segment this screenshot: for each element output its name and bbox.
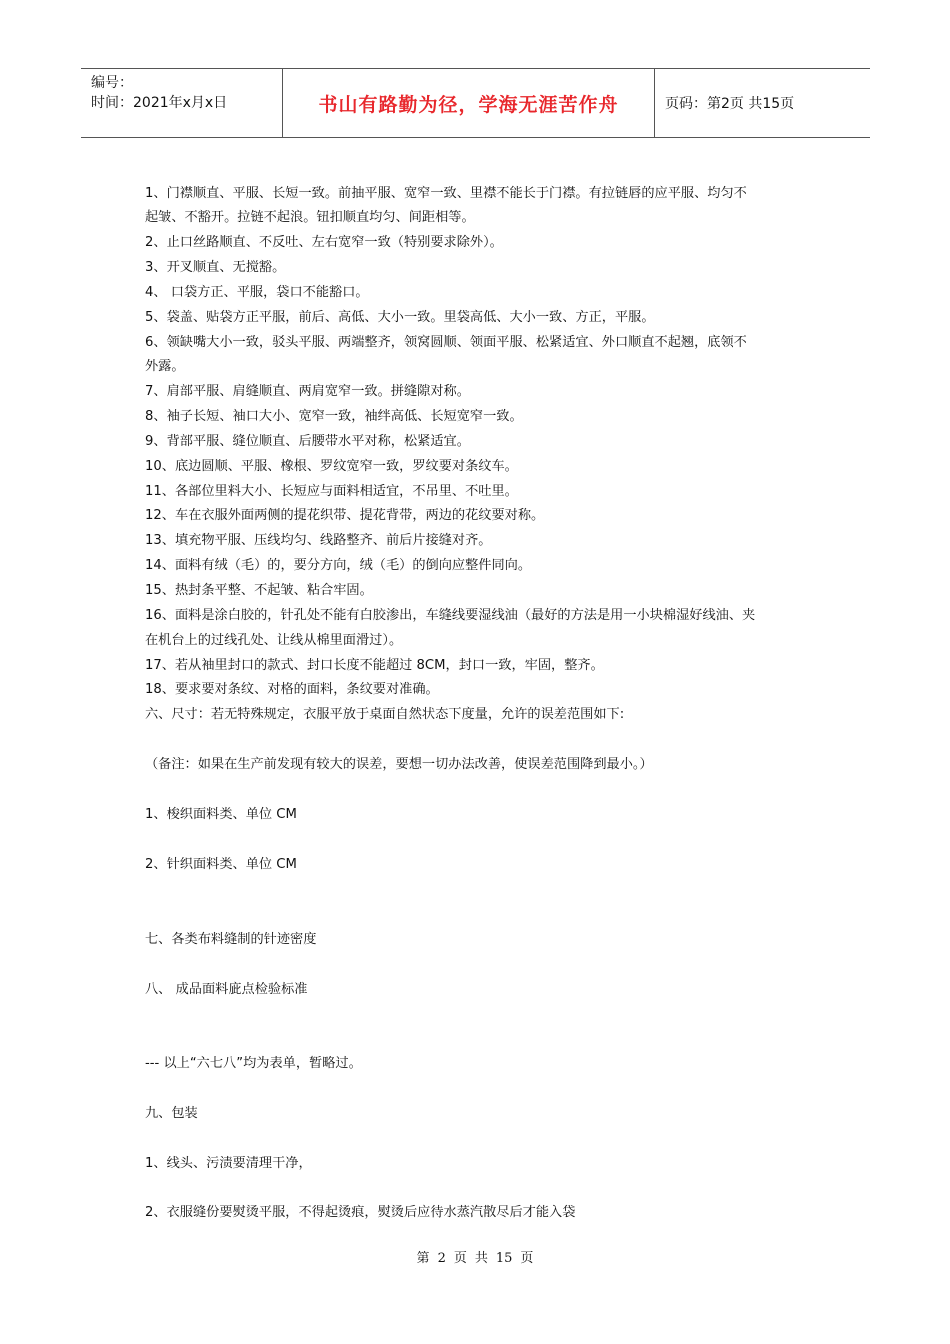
text-line: 5、袋盖、贴袋方正平服，前后、高低、大小一致。里袋高低、大小一致、方正，平服。 xyxy=(145,310,655,325)
header-motto-cell xyxy=(282,69,655,137)
text-line: 17、若从袖里封口的款式、封口长度不能超过 8CM，封口一致，牢固，整齐。 xyxy=(145,658,604,673)
text-line: 2、针织面料类、单位 CM xyxy=(145,857,297,872)
footer-di: 第 xyxy=(416,1251,430,1266)
text-line: 外露。 xyxy=(145,359,185,374)
text-line: （备注：如果在生产前发现有较大的误差，要想一切办法改善，使误差范围降到最小。） xyxy=(145,757,653,772)
text-line: 6、领缺嘴大小一致，驳头平服、两端整齐，领窝圆顺、领面平服、松紧适宜、外口顺直不起翘，底领不 xyxy=(145,335,747,350)
text-line: 八、 成品面料庛点检验标准 xyxy=(145,982,308,997)
text-line: --- 以上“六七八”均为表单，暂略过。 xyxy=(145,1056,362,1071)
text-line: 7、肩部平服、肩缝顺直、两肩宽窄一致。拼缝隙对称。 xyxy=(145,384,470,399)
text-line: 六、尺寸：若无特殊规定，衣服平放于桌面自然状态下度量，允许的误差范围如下: xyxy=(145,707,625,722)
text-line: 3、开叉顺直、无搅豁。 xyxy=(145,260,286,275)
text-line: 15、热封条平整、不起皱、粘合牢固。 xyxy=(145,583,373,598)
page-footer xyxy=(0,1247,950,1266)
text-line: 九、包装 xyxy=(145,1106,198,1121)
text-line: 4、 口袋方正、平服，袋口不能豁口。 xyxy=(145,285,369,300)
header-page-info: 页码：第2页 共15页 xyxy=(665,96,795,112)
text-line: 在机台上的过线孔处、让线从棉里面滑过）。 xyxy=(145,633,403,648)
footer-ye: 页 xyxy=(453,1251,467,1266)
page-header xyxy=(81,68,870,138)
text-line: 2、衣服缝份要熨烫平服，不得起烫痕，熨烫后应待水蒸汽散尽后才能入袋 xyxy=(145,1205,576,1220)
footer-gong: 共 xyxy=(474,1251,488,1266)
text-line: 16、面料是涂白胶的，针孔处不能有白胶渗出，车缝线要湿线油（最好的方法是用一小块棉湿好线油、夹 xyxy=(145,608,756,623)
text-line: 8、袖子长短、袖口大小、宽窄一致，袖绊高低、长短宽窄一致。 xyxy=(145,409,523,424)
text-line: 13、填充物平服、压线均匀、线路整齐、前后片接缝对齐。 xyxy=(145,533,492,548)
header-meta xyxy=(81,69,282,137)
footer-ye: 页 xyxy=(520,1251,534,1266)
header-motto: 书山有路勤为径，学海无涯苦作舟 xyxy=(318,93,619,116)
text-line: 14、面料有绒（毛）的，要分方向，绒（毛）的倒向应整件同向。 xyxy=(145,558,532,573)
text-line: 10、底边圆顺、平服、橡根、罗纹宽窄一致，罗纹要对条纹车。 xyxy=(145,459,518,474)
text-line: 11、各部位里料大小、长短应与面料相适宜，不吊里、不吐里。 xyxy=(145,484,518,499)
text-line: 起皱、不豁开。拉链不起浪。钮扣顺直均匀、间距相等。 xyxy=(145,210,475,225)
text-line: 1、梭织面料类、单位 CM xyxy=(145,807,297,822)
footer-current-page: 2 xyxy=(437,1251,446,1266)
text-line: 1、门襟顺直、平服、长短一致。前抽平服、宽窄一致、里襟不能长于门襟。有拉链唇的应平服、均匀不 xyxy=(145,186,747,201)
text-line: 18、要求要对条纹、对格的面料，条纹要对准确。 xyxy=(145,682,439,697)
text-line: 2、止口丝路顺直、不反吐、左右宽窄一致（特别要求除外）。 xyxy=(145,235,503,250)
document-number: 编号： xyxy=(91,75,133,91)
footer-total-pages: 15 xyxy=(495,1251,513,1266)
text-line: 9、背部平服、缝位顺直、后腰带水平对称，松紧适宜。 xyxy=(145,434,470,449)
text-line: 七、各类布料缝制的针迹密度 xyxy=(145,932,317,947)
document-date: 时间：2021年x月x日 xyxy=(91,95,228,111)
text-line: 12、车在衣服外面两侧的提花织带、提花背带，两边的花纹要对称。 xyxy=(145,508,545,523)
text-line: 1、线头、污渍要清理干净， xyxy=(145,1156,312,1171)
